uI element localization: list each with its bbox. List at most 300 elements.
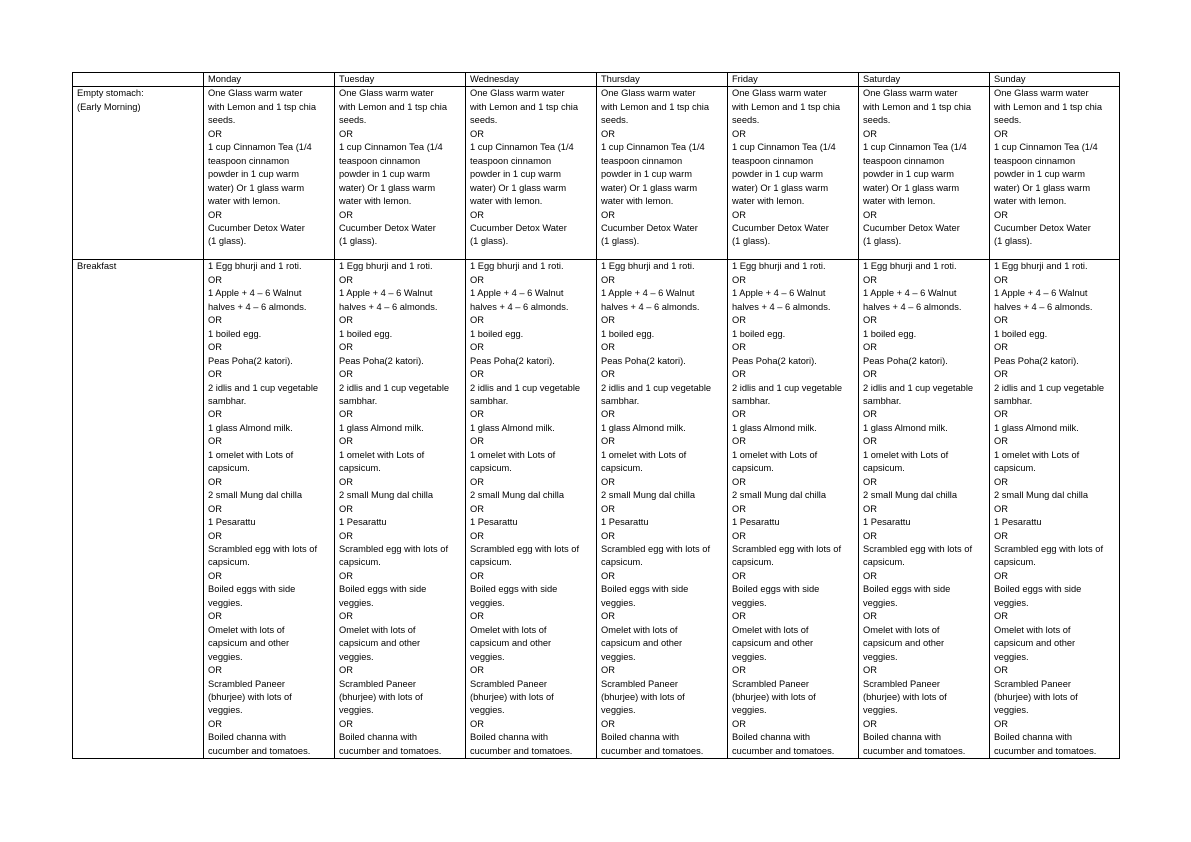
day-header-tuesday: Tuesday xyxy=(335,73,466,87)
meal-option-line: OR xyxy=(470,436,484,447)
meal-option-line: (1 glass). xyxy=(732,236,771,247)
meal-option-line: veggies. xyxy=(994,597,1029,608)
meal-option-line: cucumber and tomatoes. xyxy=(601,745,704,756)
meal-option-line: 1 omelet with Lots of xyxy=(339,449,425,460)
meal-option-line: teaspoon cinnamon xyxy=(863,155,945,166)
meal-option-line: with Lemon and 1 tsp chia xyxy=(863,101,972,112)
meal-cell-monday xyxy=(204,260,335,759)
meal-option-line: OR xyxy=(732,718,746,729)
meal-option-line: OR xyxy=(863,315,877,326)
meal-option-line: Boiled eggs with side xyxy=(863,584,951,595)
meal-option-line: 2 small Mung dal chilla xyxy=(470,490,565,501)
meal-option-line: OR xyxy=(208,718,222,729)
meal-option-line: One Glass warm water xyxy=(339,88,434,99)
meal-option-line: Omelet with lots of xyxy=(863,624,940,635)
meal-option-line: 1 Pesarattu xyxy=(339,517,387,528)
meal-cell-tuesday xyxy=(335,260,466,759)
meal-option-line: capsicum. xyxy=(339,463,381,474)
meal-option-line: 1 Egg bhurji and 1 roti. xyxy=(339,261,433,272)
meal-option-line: teaspoon cinnamon xyxy=(732,155,814,166)
meal-option-line: teaspoon cinnamon xyxy=(339,155,421,166)
meal-option-line: capsicum and other xyxy=(994,638,1076,649)
meal-option-line: Omelet with lots of xyxy=(208,624,285,635)
meal-option-line: Boiled eggs with side xyxy=(339,584,427,595)
meal-option-line: Cucumber Detox Water xyxy=(732,222,829,233)
meal-option-line: OR xyxy=(208,476,222,487)
meal-option-line: OR xyxy=(863,503,877,514)
meal-option-line: OR xyxy=(994,274,1008,285)
meal-option-line: OR xyxy=(601,315,615,326)
meal-option-line: 2 idlis and 1 cup vegetable xyxy=(208,382,319,393)
meal-option-line: OR xyxy=(863,665,877,676)
meal-option-line: veggies. xyxy=(732,705,767,716)
meal-option-line: capsicum. xyxy=(339,557,381,568)
meal-option-line: OR xyxy=(994,315,1008,326)
meal-option-line: 1 Apple + 4 – 6 Walnut xyxy=(339,288,433,299)
meal-option-line: OR xyxy=(208,530,222,541)
meal-option-line: with Lemon and 1 tsp chia xyxy=(470,101,579,112)
meal-option-line: Cucumber Detox Water xyxy=(601,222,698,233)
meal-option-line: OR xyxy=(470,369,484,380)
meal-option-line: 1 omelet with Lots of xyxy=(863,449,949,460)
meal-option-line: Cucumber Detox Water xyxy=(994,222,1091,233)
meal-option-line: OR xyxy=(339,665,353,676)
meal-option-line: OR xyxy=(601,274,615,285)
meal-option-line: seeds. xyxy=(601,115,629,126)
day-header-monday: Monday xyxy=(204,73,335,87)
meal-option-line: seeds. xyxy=(863,115,891,126)
meal-option-line: (bhurjee) with lots of xyxy=(339,691,423,702)
meal-option-line: OR xyxy=(732,476,746,487)
meal-option-line: OR xyxy=(601,209,615,220)
meal-option-line: cucumber and tomatoes. xyxy=(470,745,573,756)
meal-option-line: Scrambled Paneer xyxy=(994,678,1071,689)
meal-option-line: 2 idlis and 1 cup vegetable xyxy=(601,382,712,393)
meal-option-line: capsicum and other xyxy=(601,638,683,649)
meal-option-line: Boiled eggs with side xyxy=(994,584,1082,595)
meal-option-line: veggies. xyxy=(339,705,374,716)
meal-option-line: OR xyxy=(208,436,222,447)
meal-option-line: water) Or 1 glass warm xyxy=(732,182,829,193)
meal-cell-friday xyxy=(728,260,859,759)
meal-option-line: OR xyxy=(470,409,484,420)
meal-option-line: 1 omelet with Lots of xyxy=(994,449,1080,460)
meal-option-line: seeds. xyxy=(994,115,1022,126)
meal-option-line: Peas Poha(2 katori). xyxy=(994,355,1079,366)
meal-option-line: sambhar. xyxy=(601,395,640,406)
breakfast-row xyxy=(73,260,1120,759)
meal-cell-wednesday xyxy=(466,87,597,260)
meal-option-line: seeds. xyxy=(470,115,498,126)
meal-option-line: 1 Pesarattu xyxy=(601,517,649,528)
meal-option-line: water with lemon. xyxy=(601,196,674,207)
meal-option-line: OR xyxy=(732,315,746,326)
meal-option-line: veggies. xyxy=(863,705,898,716)
meal-option-line: 2 idlis and 1 cup vegetable xyxy=(863,382,974,393)
meal-option-line: (bhurjee) with lots of xyxy=(470,691,554,702)
day-header-wednesday: Wednesday xyxy=(466,73,597,87)
meal-option-line: OR xyxy=(732,503,746,514)
meal-option-line: 1 Egg bhurji and 1 roti. xyxy=(863,261,957,272)
meal-option-line: Scrambled Paneer xyxy=(208,678,285,689)
meal-option-line: OR xyxy=(470,342,484,353)
meal-option-line: (bhurjee) with lots of xyxy=(732,691,816,702)
meal-option-line: veggies. xyxy=(732,651,767,662)
meal-option-line: OR xyxy=(994,409,1008,420)
meal-option-line: OR xyxy=(994,436,1008,447)
meal-option-line: veggies. xyxy=(339,597,374,608)
meal-option-line: OR xyxy=(339,503,353,514)
meal-option-line: Boiled eggs with side xyxy=(470,584,558,595)
meal-option-line: capsicum. xyxy=(994,557,1036,568)
meal-option-line: 1 glass Almond milk. xyxy=(994,422,1079,433)
meal-option-line: Scrambled Paneer xyxy=(732,678,809,689)
meal-option-line: One Glass warm water xyxy=(470,88,565,99)
meal-option-line: 1 cup Cinnamon Tea (1/4 xyxy=(208,142,312,153)
meal-option-line: water with lemon. xyxy=(208,196,281,207)
day-header-sunday: Sunday xyxy=(990,73,1120,87)
meal-option-line: OR xyxy=(470,209,484,220)
meal-option-line: veggies. xyxy=(470,651,505,662)
meal-option-line: OR xyxy=(732,611,746,622)
meal-option-line: 1 omelet with Lots of xyxy=(470,449,556,460)
meal-option-line: OR xyxy=(470,570,484,581)
meal-option-line: OR xyxy=(601,369,615,380)
meal-option-line: teaspoon cinnamon xyxy=(994,155,1076,166)
meal-option-line: OR xyxy=(732,209,746,220)
meal-option-line: halves + 4 – 6 almonds. xyxy=(732,301,831,312)
meal-option-line: OR xyxy=(863,274,877,285)
meal-option-line: 2 small Mung dal chilla xyxy=(339,490,434,501)
meal-option-line: 1 Apple + 4 – 6 Walnut xyxy=(601,288,695,299)
diet-plan-table xyxy=(72,72,1120,759)
meal-option-line: veggies. xyxy=(863,651,898,662)
meal-option-line: halves + 4 – 6 almonds. xyxy=(339,301,438,312)
meal-cell-sunday xyxy=(990,87,1120,260)
meal-option-line: seeds. xyxy=(208,115,236,126)
meal-option-line: OR xyxy=(732,369,746,380)
meal-option-line: veggies. xyxy=(994,705,1029,716)
meal-option-line: 1 boiled egg. xyxy=(732,328,786,339)
meal-cell-friday xyxy=(728,87,859,260)
meal-option-line: (bhurjee) with lots of xyxy=(994,691,1078,702)
meal-option-line: OR xyxy=(339,436,353,447)
meal-option-line: capsicum. xyxy=(732,463,774,474)
meal-option-line: 1 Pesarattu xyxy=(732,517,780,528)
meal-option-line: OR xyxy=(339,128,353,139)
meal-option-line: 1 Apple + 4 – 6 Walnut xyxy=(863,288,957,299)
meal-option-line: water with lemon. xyxy=(470,196,543,207)
meal-option-line: veggies. xyxy=(601,705,636,716)
meal-option-line: with Lemon and 1 tsp chia xyxy=(732,101,841,112)
meal-option-line: OR xyxy=(601,665,615,676)
meal-option-line: OR xyxy=(732,436,746,447)
meal-option-line: 2 small Mung dal chilla xyxy=(208,490,303,501)
meal-option-line: (1 glass). xyxy=(994,236,1033,247)
meal-option-line: 1 boiled egg. xyxy=(208,328,262,339)
meal-option-line: capsicum and other xyxy=(339,638,421,649)
meal-option-line: 1 boiled egg. xyxy=(994,328,1048,339)
meal-option-line: One Glass warm water xyxy=(732,88,827,99)
meal-option-line: OR xyxy=(994,718,1008,729)
meal-option-line: capsicum. xyxy=(470,463,512,474)
meal-option-line: 1 cup Cinnamon Tea (1/4 xyxy=(732,142,836,153)
meal-option-line: (1 glass). xyxy=(339,236,378,247)
meal-option-line: 1 boiled egg. xyxy=(339,328,393,339)
meal-option-line: 1 boiled egg. xyxy=(863,328,917,339)
meal-option-line: seeds. xyxy=(339,115,367,126)
meal-option-line: Scrambled egg with lots of xyxy=(732,543,842,554)
meal-option-line: water) Or 1 glass warm xyxy=(863,182,960,193)
meal-option-line: capsicum and other xyxy=(863,638,945,649)
meal-option-line: 1 cup Cinnamon Tea (1/4 xyxy=(339,142,443,153)
meal-option-line: teaspoon cinnamon xyxy=(470,155,552,166)
meal-option-line: veggies. xyxy=(208,597,243,608)
meal-option-line: capsicum and other xyxy=(470,638,552,649)
meal-option-line: teaspoon cinnamon xyxy=(601,155,683,166)
meal-option-line: OR xyxy=(339,476,353,487)
meal-option-line: 2 idlis and 1 cup vegetable xyxy=(994,382,1105,393)
meal-label-line: (Early Morning) xyxy=(77,101,141,112)
meal-option-line: capsicum and other xyxy=(208,638,290,649)
meal-option-line: capsicum and other xyxy=(732,638,814,649)
meal-option-line: 1 Apple + 4 – 6 Walnut xyxy=(994,288,1088,299)
meal-option-line: OR xyxy=(863,369,877,380)
meal-option-line: 1 Egg bhurji and 1 roti. xyxy=(470,261,564,272)
meal-option-line: Scrambled Paneer xyxy=(601,678,678,689)
meal-option-line: OR xyxy=(470,530,484,541)
meal-option-line: OR xyxy=(732,128,746,139)
meal-option-line: 2 small Mung dal chilla xyxy=(732,490,827,501)
meal-cell-wednesday xyxy=(466,260,597,759)
meal-option-line: water with lemon. xyxy=(863,196,936,207)
meal-option-line: OR xyxy=(208,209,222,220)
meal-label-line: Empty stomach: xyxy=(77,88,144,99)
meal-cell-tuesday xyxy=(335,87,466,260)
meal-option-line: halves + 4 – 6 almonds. xyxy=(470,301,569,312)
meal-option-line: OR xyxy=(208,409,222,420)
meal-option-line: OR xyxy=(863,409,877,420)
meal-option-line: halves + 4 – 6 almonds. xyxy=(863,301,962,312)
meal-option-line: OR xyxy=(994,369,1008,380)
meal-option-line: OR xyxy=(863,611,877,622)
meal-option-line: OR xyxy=(601,530,615,541)
meal-option-line: 1 glass Almond milk. xyxy=(601,422,686,433)
meal-cell-monday xyxy=(204,87,335,260)
meal-option-line: OR xyxy=(208,315,222,326)
meal-option-line: OR xyxy=(994,570,1008,581)
meal-option-line: Boiled channa with xyxy=(208,732,287,743)
meal-option-line: halves + 4 – 6 almonds. xyxy=(601,301,700,312)
meal-option-line: OR xyxy=(601,718,615,729)
meal-option-line: sambhar. xyxy=(732,395,771,406)
meal-option-line: OR xyxy=(208,570,222,581)
meal-option-line: 1 Egg bhurji and 1 roti. xyxy=(994,261,1088,272)
day-header-saturday: Saturday xyxy=(859,73,990,87)
meal-option-line: OR xyxy=(208,369,222,380)
early-morning-row xyxy=(73,87,1120,260)
meal-option-line: 2 idlis and 1 cup vegetable xyxy=(339,382,450,393)
meal-option-line: OR xyxy=(339,274,353,285)
meal-option-line: powder in 1 cup warm xyxy=(208,169,299,180)
meal-option-line: One Glass warm water xyxy=(994,88,1089,99)
meal-option-line: capsicum. xyxy=(208,463,250,474)
meal-option-line: powder in 1 cup warm xyxy=(470,169,561,180)
meal-option-line: OR xyxy=(863,342,877,353)
meal-option-line: halves + 4 – 6 almonds. xyxy=(208,301,307,312)
meal-option-line: Omelet with lots of xyxy=(994,624,1071,635)
meal-option-line: veggies. xyxy=(339,651,374,662)
meal-option-line: 1 boiled egg. xyxy=(601,328,655,339)
meal-option-line: 1 cup Cinnamon Tea (1/4 xyxy=(601,142,705,153)
meal-option-line: (1 glass). xyxy=(470,236,509,247)
meal-option-line: OR xyxy=(994,209,1008,220)
meal-option-line: Peas Poha(2 katori). xyxy=(601,355,686,366)
meal-option-line: water with lemon. xyxy=(732,196,805,207)
day-header-thursday: Thursday xyxy=(597,73,728,87)
meal-option-line: 1 cup Cinnamon Tea (1/4 xyxy=(863,142,967,153)
meal-option-line: Cucumber Detox Water xyxy=(339,222,436,233)
meal-option-line: Peas Poha(2 katori). xyxy=(208,355,293,366)
meal-option-line: Scrambled Paneer xyxy=(339,678,416,689)
meal-option-line: OR xyxy=(994,665,1008,676)
meal-option-line: 1 omelet with Lots of xyxy=(732,449,818,460)
meal-option-line: sambhar. xyxy=(470,395,509,406)
meal-option-line: OR xyxy=(863,570,877,581)
meal-option-line: OR xyxy=(601,342,615,353)
meal-option-line: cucumber and tomatoes. xyxy=(339,745,442,756)
meal-option-line: 1 Egg bhurji and 1 roti. xyxy=(601,261,695,272)
meal-option-line: OR xyxy=(208,342,222,353)
meal-option-line: Peas Poha(2 katori). xyxy=(470,355,555,366)
meal-option-line: water) Or 1 glass warm xyxy=(994,182,1091,193)
meal-cell-saturday xyxy=(859,87,990,260)
meal-option-line: powder in 1 cup warm xyxy=(732,169,823,180)
meal-option-line: Peas Poha(2 katori). xyxy=(339,355,424,366)
meal-option-line: OR xyxy=(470,274,484,285)
meal-option-line: 1 glass Almond milk. xyxy=(339,422,424,433)
meal-option-line: OR xyxy=(732,342,746,353)
meal-option-line: powder in 1 cup warm xyxy=(339,169,430,180)
meal-option-line: capsicum. xyxy=(208,557,250,568)
meal-label-line: Breakfast xyxy=(77,261,117,272)
meal-option-line: Boiled channa with xyxy=(863,732,942,743)
meal-label-cell xyxy=(73,260,204,759)
meal-option-line: OR xyxy=(339,570,353,581)
corner-cell xyxy=(73,73,204,87)
meal-option-line: water with lemon. xyxy=(994,196,1067,207)
meal-option-line: halves + 4 – 6 almonds. xyxy=(994,301,1093,312)
meal-option-line: 1 cup Cinnamon Tea (1/4 xyxy=(470,142,574,153)
meal-option-line: (bhurjee) with lots of xyxy=(208,691,292,702)
meal-option-line: cucumber and tomatoes. xyxy=(208,745,311,756)
meal-option-line: with Lemon and 1 tsp chia xyxy=(208,101,317,112)
meal-option-line: OR xyxy=(339,718,353,729)
meal-option-line: 1 glass Almond milk. xyxy=(732,422,817,433)
meal-option-line: OR xyxy=(208,611,222,622)
meal-option-line: OR xyxy=(339,409,353,420)
meal-option-line: 1 boiled egg. xyxy=(470,328,524,339)
meal-option-line: cucumber and tomatoes. xyxy=(732,745,835,756)
meal-option-line: Cucumber Detox Water xyxy=(208,222,305,233)
meal-option-line: (1 glass). xyxy=(208,236,247,247)
meal-option-line: sambhar. xyxy=(994,395,1033,406)
meal-option-line: OR xyxy=(994,503,1008,514)
meal-option-line: Scrambled egg with lots of xyxy=(339,543,449,554)
meal-option-line: OR xyxy=(339,315,353,326)
meal-option-line: One Glass warm water xyxy=(601,88,696,99)
day-header-friday: Friday xyxy=(728,73,859,87)
meal-option-line: Boiled eggs with side xyxy=(601,584,689,595)
meal-cell-sunday xyxy=(990,260,1120,759)
meal-option-line: OR xyxy=(601,570,615,581)
meal-option-line: Boiled channa with xyxy=(732,732,811,743)
meal-option-line: sambhar. xyxy=(863,395,902,406)
meal-option-line: OR xyxy=(732,570,746,581)
meal-option-line: (1 glass). xyxy=(863,236,902,247)
meal-option-line: sambhar. xyxy=(208,395,247,406)
meal-option-line: teaspoon cinnamon xyxy=(208,155,290,166)
meal-option-line: OR xyxy=(601,476,615,487)
meal-option-line: 2 small Mung dal chilla xyxy=(601,490,696,501)
meal-option-line: Boiled channa with xyxy=(470,732,549,743)
meal-option-line: OR xyxy=(601,409,615,420)
meal-option-line: OR xyxy=(470,476,484,487)
meal-option-line: Scrambled egg with lots of xyxy=(470,543,580,554)
meal-option-line: OR xyxy=(208,274,222,285)
meal-option-line: capsicum. xyxy=(601,463,643,474)
meal-option-line: Cucumber Detox Water xyxy=(470,222,567,233)
meal-option-line: 1 Pesarattu xyxy=(994,517,1042,528)
meal-option-line: water) Or 1 glass warm xyxy=(339,182,436,193)
meal-option-line: OR xyxy=(863,476,877,487)
meal-option-line: OR xyxy=(863,128,877,139)
meal-option-line: Omelet with lots of xyxy=(339,624,416,635)
meal-option-line: 1 cup Cinnamon Tea (1/4 xyxy=(994,142,1098,153)
meal-option-line: Scrambled egg with lots of xyxy=(863,543,973,554)
meal-option-line: water) Or 1 glass warm xyxy=(208,182,305,193)
meal-option-line: OR xyxy=(208,665,222,676)
meal-option-line: powder in 1 cup warm xyxy=(601,169,692,180)
meal-option-line: powder in 1 cup warm xyxy=(994,169,1085,180)
meal-option-line: with Lemon and 1 tsp chia xyxy=(994,101,1103,112)
meal-option-line: One Glass warm water xyxy=(863,88,958,99)
meal-option-line: OR xyxy=(470,503,484,514)
meal-option-line: OR xyxy=(994,342,1008,353)
meal-option-line: OR xyxy=(470,718,484,729)
meal-option-line: (1 glass). xyxy=(601,236,640,247)
meal-cell-saturday xyxy=(859,260,990,759)
meal-option-line: OR xyxy=(339,342,353,353)
meal-option-line: Boiled channa with xyxy=(601,732,680,743)
meal-cell-thursday xyxy=(597,260,728,759)
meal-option-line: OR xyxy=(470,611,484,622)
meal-option-line: Omelet with lots of xyxy=(732,624,809,635)
meal-option-line: water with lemon. xyxy=(339,196,412,207)
meal-option-line: seeds. xyxy=(732,115,760,126)
meal-option-line: veggies. xyxy=(208,705,243,716)
meal-option-line: OR xyxy=(339,369,353,380)
meal-option-line: 2 small Mung dal chilla xyxy=(863,490,958,501)
meal-option-line: capsicum. xyxy=(863,557,905,568)
meal-option-line: Boiled channa with xyxy=(994,732,1073,743)
meal-option-line: water) Or 1 glass warm xyxy=(601,182,698,193)
meal-option-line: OR xyxy=(601,611,615,622)
meal-option-line: OR xyxy=(994,530,1008,541)
meal-option-line: powder in 1 cup warm xyxy=(863,169,954,180)
meal-option-line: OR xyxy=(601,128,615,139)
meal-option-line: Scrambled Paneer xyxy=(470,678,547,689)
